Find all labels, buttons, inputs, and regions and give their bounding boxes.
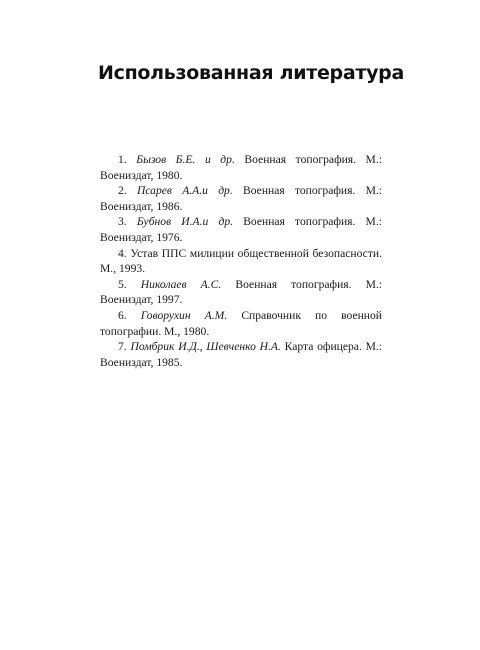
reference-text: Военная топография. М.: Воениздат, 1986.: [100, 184, 382, 213]
reference-text: Военная топография. М.: Воениздат, 1997.: [100, 277, 382, 307]
reference-author: Бызов Б.Е. и др.: [136, 153, 235, 166]
reference-item: [100, 183, 382, 214]
reference-number: 2.: [118, 184, 127, 198]
reference-text: Карта офицера. М.: Воениздат, 1985.: [100, 340, 383, 369]
reference-text: Военная топография. М.: Воениздат, 1976.: [100, 215, 382, 244]
reference-number: 6.: [118, 308, 127, 322]
reference-item: [100, 152, 382, 183]
reference-number: 5.: [118, 277, 127, 291]
reference-author: Николаев А.С.: [140, 277, 222, 291]
reference-item: [100, 308, 382, 339]
reference-text: Военная топография. М.: Воениздат, 1980.: [100, 153, 382, 182]
reference-item: [100, 214, 382, 245]
reference-item: [100, 246, 382, 277]
reference-item: [100, 277, 382, 308]
reference-author: Говорухин А.М.: [140, 308, 228, 322]
reference-number: 1.: [118, 153, 127, 166]
reference-list: [100, 152, 382, 370]
reference-item: [100, 339, 382, 370]
reference-author: Бубнов И.А.и др.: [136, 215, 234, 229]
reference-number: 7.: [118, 340, 127, 354]
reference-author: Помбрик И.Д., Шевченко Н.А.: [130, 340, 281, 354]
page-title: Использованная литература: [98, 62, 404, 84]
reference-text: Устав ППС милиции общественной безопасности. М., 1993.: [100, 246, 382, 276]
reference-text: Справочник по военной топографии. М., 1980.: [100, 308, 383, 338]
reference-number: 3.: [118, 215, 127, 229]
reference-number: 4.: [118, 246, 127, 260]
reference-author: Псарев А.А.и др.: [136, 184, 233, 198]
